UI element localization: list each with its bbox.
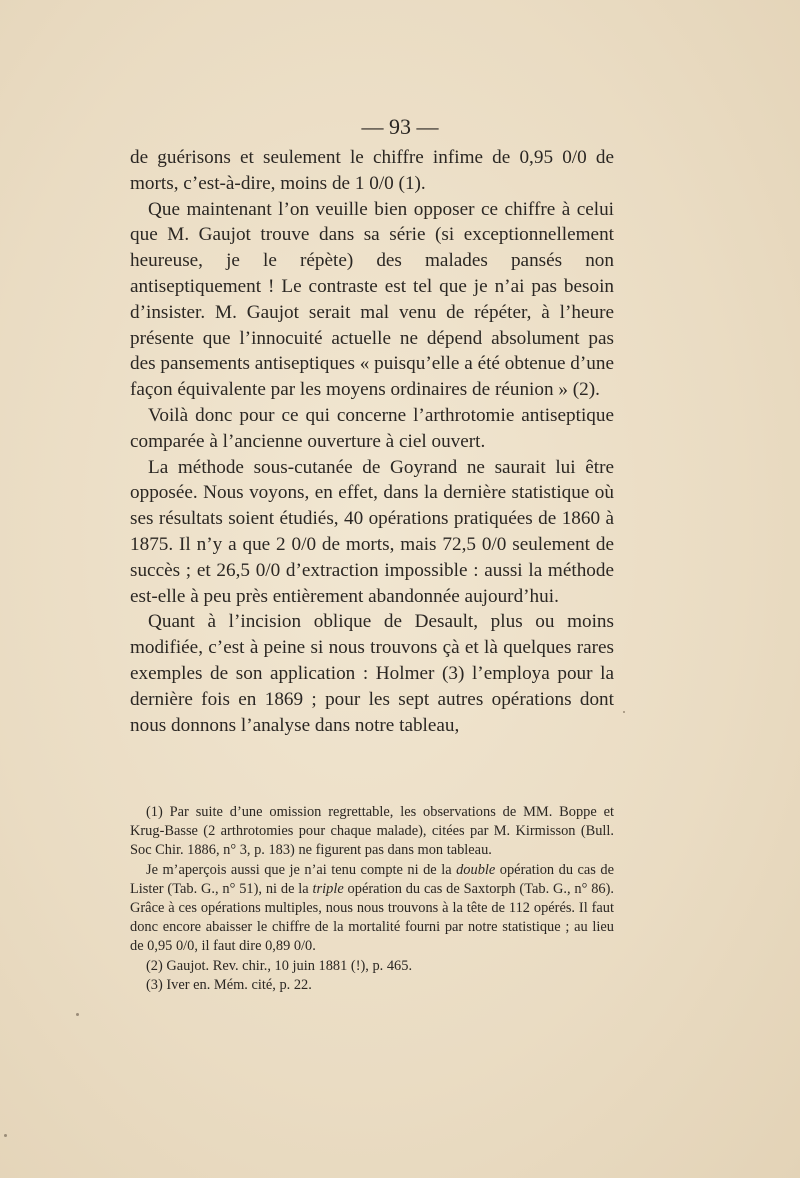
footnote-italic-triple: triple	[312, 880, 344, 897]
footnotes	[130, 803, 614, 995]
paragraph-2: Que maintenant l’on veuille bien opposer ce chiffre à celui que M. Gaujot trouve dans sa série (si exceptionnellement heureuse, je le répète) des malades pansés non antiseptiquement ! Le contraste est tel que je n’ai pas besoin d’insister. M. Gaujot serait mal venu de répéter, à l’heure présente que l’innocuité actuelle ne dépend absolument pas des pansements antiseptiques « puisqu’elle a été obtenue d’une façon équivalente par les moyens ordinaires de réunion » (2).	[130, 198, 614, 401]
footnote-3: (3) Iver en. Mém. cité, p. 22.	[146, 976, 312, 993]
main-text	[130, 145, 614, 738]
paper-spot	[76, 1013, 79, 1016]
footnote-text: Je m’aperçois aussi que je n’ai tenu compte ni de la	[146, 861, 457, 878]
footnote-1: (1) Par suite d’une omission regrettable, les observations de MM. Boppe et Krug-Basse (2 arthrotomies pour chaque malade), citées par M. Kirmisson (Bull. Soc Chir. 1886, n° 3, p. 183) ne figurent pas dans mon tableau.	[130, 804, 614, 859]
page-number: — 93 —	[361, 114, 439, 139]
paper-spot	[623, 711, 625, 713]
paragraph-3: Voilà donc pour ce qui concerne l’arthrotomie antiseptique comparée à l’ancienne ouverture à ciel ouvert.	[130, 404, 614, 452]
paper-spot	[4, 1134, 7, 1137]
footnote-italic-double: double	[456, 861, 496, 878]
footnote-2: (2) Gaujot. Rev. chir., 10 juin 1881 (!), p. 465.	[146, 957, 413, 974]
paragraph-5: Quant à l’incision oblique de Desault, plus ou moins modifiée, c’est à peine si nous trouvons çà et là quelques rares exemples de son application : Holmer (3) l’employa pour la dernière fois en 1869 ; pour les sept autres opérations dont nous donnons l’analyse dans notre tableau,	[130, 611, 614, 736]
footnote-1-continued	[130, 861, 614, 957]
paragraph-1: de guérisons et seulement le chiffre infime de 0,95 0/0 de morts, c’est-à-dire, moins de 1 0/0 (1).	[130, 147, 614, 194]
paragraph-4: La méthode sous-cutanée de Goyrand ne saurait lui être opposée. Nous voyons, en effet, dans la dernière statistique où ses résultats soient étudiés, 40 opérations pratiquées de 1860 à 1875. Il n’y a que 2 0/0 de morts, mais 72,5 0/0 seulement de succès ; et 26,5 0/0 d’extraction impossible : aussi la méthode est-elle à peu près entièrement abandonnée aujourd’hui.	[130, 456, 614, 607]
footnote-text: opération du cas de Lister (Tab. G., n° 51), ni de la	[130, 861, 614, 897]
footnote-text: opération du cas de Saxtorph (Tab. G., n° 86). Grâce à ces opérations multiples, nous nous trouvons à la tête de 112 opérés. Il faut donc encore abaisser le chiffre de la mortalité fourni par notre statistique ; au lieu de 0,95 0/0, il faut dire 0,89 0/0.	[130, 880, 615, 955]
